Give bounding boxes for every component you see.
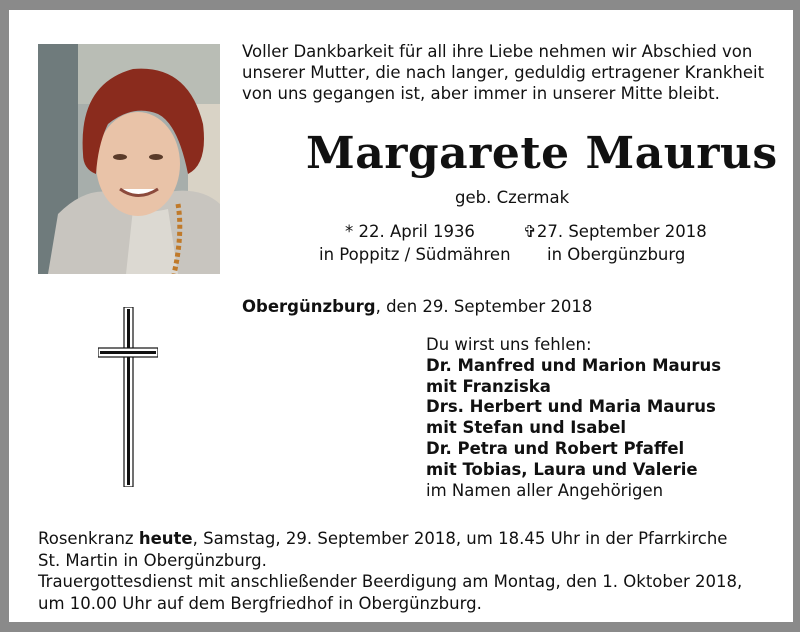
funeral-line: Trauergottesdienst mit anschließender Beerdigung am Montag, den 1. Oktober 2018,	[38, 572, 743, 591]
portrait-photo	[38, 44, 220, 274]
place-name: Obergünzburg	[242, 297, 376, 316]
rosary-prefix: Rosenkranz	[38, 529, 139, 548]
birth-place: in Poppitz / Südmähren	[319, 245, 511, 264]
cross-icon	[98, 307, 158, 487]
signer-line: mit Franziska	[426, 376, 551, 396]
date-text: , den 29. September 2018	[375, 297, 593, 316]
signers-outro: im Namen aller Angehörigen	[426, 480, 664, 500]
birth-date: 22. April 1936	[358, 222, 475, 241]
signer-line: Dr. Manfred und Marion Maurus	[426, 355, 722, 375]
place-date-line	[242, 296, 592, 317]
service-info	[38, 528, 742, 614]
birth-star-icon: *	[345, 222, 354, 241]
death-place: in Obergünzburg	[547, 245, 686, 264]
birth-info	[319, 220, 511, 266]
rosary-line	[38, 528, 742, 550]
funeral-line: um 10.00 Uhr auf dem Bergfriedhof in Obergünzburg.	[38, 593, 482, 613]
intro-line: unserer Mutter, die nach langer, geduldig ertragener Krankheit	[242, 63, 765, 82]
signers-block	[426, 335, 721, 501]
rosary-details: , Samstag, 29. September 2018, um 18.45 Uhr in der Pfarrkirche	[192, 529, 728, 548]
rosary-day: heute	[138, 529, 193, 548]
maiden-name: geb. Czermak	[455, 188, 570, 207]
obituary-card	[9, 10, 793, 622]
deceased-name: Margarete Maurus	[306, 128, 778, 179]
signer-line: Dr. Petra und Robert Pfaffel	[426, 438, 685, 458]
death-date: 27. September 2018	[536, 222, 707, 241]
signers-intro: Du wirst uns fehlen:	[426, 335, 592, 354]
portrait-image	[38, 44, 220, 274]
death-info	[523, 220, 707, 266]
signer-line: mit Tobias, Laura und Valerie	[426, 459, 698, 479]
intro-line: von uns gegangen ist, aber immer in unserer Mitte bleibt.	[242, 84, 720, 103]
signer-line: mit Stefan und Isabel	[426, 418, 627, 438]
intro-text	[242, 41, 764, 104]
death-cross-icon: ✞	[523, 222, 537, 241]
signer-line: Drs. Herbert und Maria Maurus	[426, 397, 716, 417]
intro-line: Voller Dankbarkeit für all ihre Liebe nehmen wir Abschied von	[242, 42, 753, 61]
rosary-location: St. Martin in Obergünzburg.	[38, 550, 267, 570]
